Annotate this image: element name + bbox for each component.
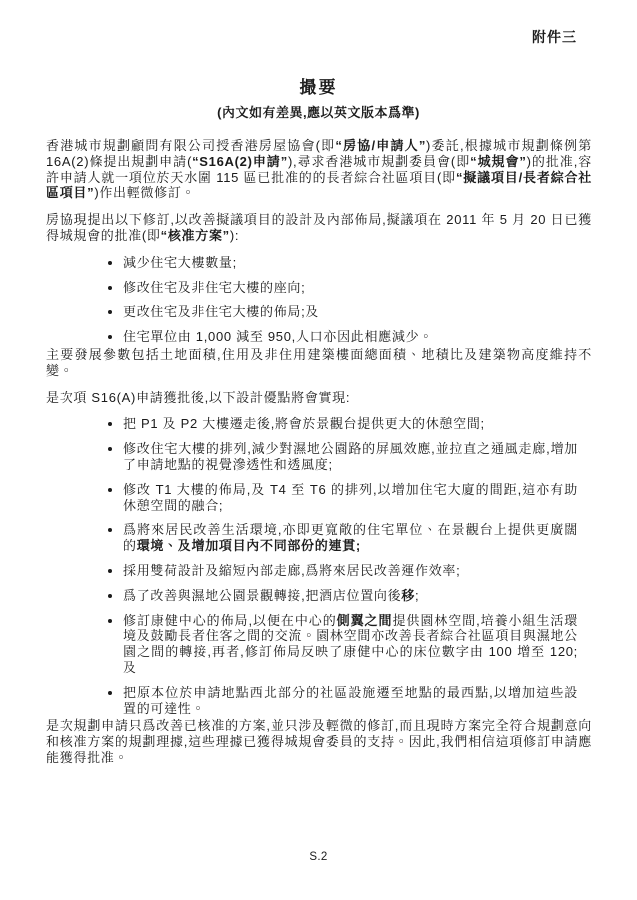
text-segment: 住宅單位由 1,000 減至 950,人口亦因此相應減少。 (123, 329, 433, 345)
text-segment: “S16A(2)申請” (192, 153, 288, 169)
text-segment: ),尋求香港城市規劃委員會(即 (287, 153, 471, 169)
text-segment: ; (415, 587, 420, 603)
text-segment: “核准方案” (160, 227, 230, 243)
text-segment: 修改 T1 大樓的佈局,及 T4 至 T6 的排列,以增加住宅大廈的間距,這亦有助休憩空間的融合; (123, 481, 578, 513)
text-segment: 採用雙荷設計及縮短內部走廊,爲將來居民改善運作效率; (123, 562, 461, 578)
document-header (0, 0, 637, 121)
text-segment: 更改住宅及非住宅大樓的佈局;及 (123, 304, 320, 320)
document-body (0, 138, 637, 766)
list-item (123, 588, 592, 604)
text-segment: 修改住宅大樓的排列,減少對濕地公園路的屏風效應,並拉直之通風走廊,增加了申請地點的視覺滲透性和透風度; (123, 441, 578, 472)
text-segment: “房協/申請人” (335, 138, 427, 153)
text-segment: )委託,根據城市規劃條例第 16A(2)條提出規劃申請( (46, 138, 592, 169)
text-segment: 爲將來居民改善生活環境,亦即更寬敞的住宅單位、在景觀台上提供更廣闊的 (123, 522, 578, 554)
text-segment: “城規會” (470, 153, 527, 169)
list-item (123, 304, 592, 320)
text-segment: 減少住宅大樓數量; (123, 254, 237, 270)
paragraph-design-merits-intro (46, 390, 592, 406)
paragraph-introduction (46, 138, 592, 201)
text-segment: 修訂康健中心的佈局,以便在中心的 (123, 612, 337, 628)
list-item (123, 329, 592, 345)
text-segment: “擬議項目/長者綜合社區項目” (46, 169, 592, 201)
text-segment: 是次規劃申請只爲改善已核准的方案,並只涉及輕微的修訂,而且現時方案完全符合規劃意向和核准方案的規劃理據,這些理據已獲得城規會委員的支持。因此,我們相信這項修訂申請應能獲得批准。 (46, 718, 592, 765)
text-segment: 主要發展參數包括土地面積,住用及非住用建築樓面總面積、地積比及建築物高度維持不變。 (46, 346, 592, 378)
list-item (123, 563, 592, 579)
list-item (123, 613, 592, 676)
list-item (123, 280, 592, 296)
amendments-list (46, 255, 592, 345)
text-segment: 把原本位於申請地點西北部分的社區設施遷至地點的最西點,以增加這些設置的可達性。 (123, 684, 578, 716)
text-segment: ): (229, 227, 240, 243)
design-merits-list (46, 416, 592, 716)
text-segment: 提供園林空間,培養小組生活環境及鼓勵長者住客之間的交流。園林空間亦改善長者綜合社區項目與濕地公園之間的轉接,再者,修訂佈局反映了康健中心的床位數字由 100 增至 120;及 (123, 612, 578, 675)
appendix-label: 附件三 (532, 29, 577, 45)
text-segment: )的批准,容許申請人就一項位於天水圍 115 區已批准的的長者綜合社區項目(即 (46, 153, 592, 185)
list-item (123, 255, 592, 271)
list-item (123, 685, 592, 717)
text-segment: 環境、及增加項目內不同部份的連貫; (136, 538, 361, 554)
document-subtitle: (內文如有差異,應以英文版本爲準) (217, 105, 420, 120)
list-item (123, 416, 592, 432)
paragraph-amendments-intro (46, 212, 592, 244)
text-segment: 修改住宅及非住宅大樓的座向; (123, 279, 306, 295)
text-segment: 移 (401, 587, 416, 603)
text-segment: 是次項 S16(A)申請獲批後,以下設計優點將會實現: (46, 389, 351, 405)
text-segment: 爲了改善與濕地公園景觀轉接,把酒店位置向後 (123, 587, 402, 603)
text-segment: )作出輕微修訂。 (94, 185, 196, 201)
page-number: S.2 (309, 851, 328, 863)
list-item (123, 441, 592, 473)
text-segment: 香港城市規劃顧問有限公司授香港房屋協會(即 (46, 138, 336, 153)
list-item (123, 482, 592, 514)
document-title: 撮要 (299, 78, 338, 97)
text-segment: 房協現提出以下修訂,以改善擬議項目的設計及內部佈局,擬議項在 2011 年 5 月 20 日已獲得城規會的批准(即 (46, 212, 592, 243)
paragraph-conclusion (46, 718, 592, 765)
text-segment: 把 P1 及 P2 大樓遷走後,將會於景觀台提供更大的休憩空間; (123, 416, 485, 432)
text-segment: 側翼之間 (336, 612, 393, 628)
list-item (123, 522, 592, 554)
paragraph-development-parameters (46, 347, 592, 379)
